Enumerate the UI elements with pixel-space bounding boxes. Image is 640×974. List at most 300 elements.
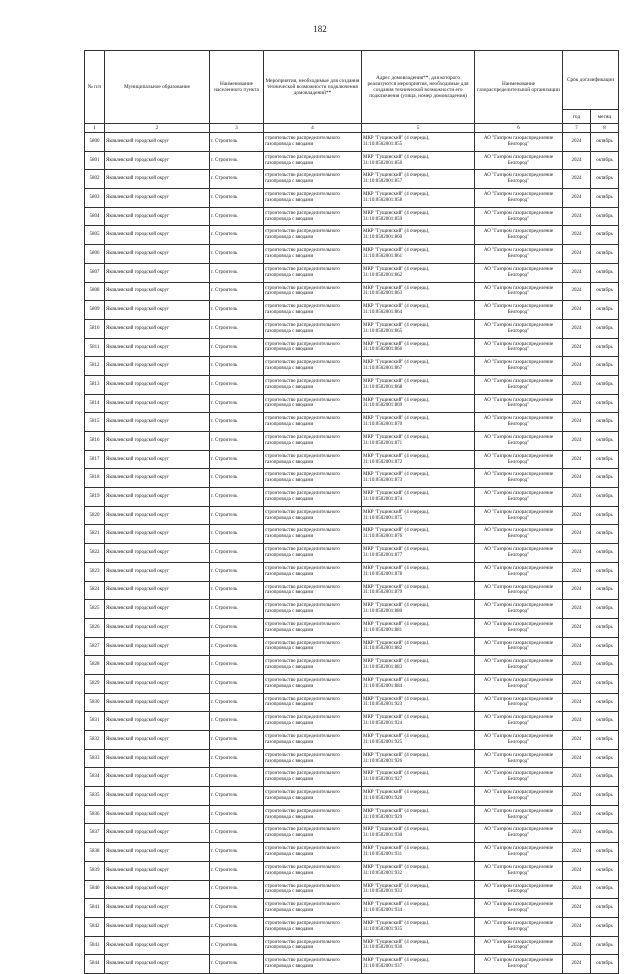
row-organization: АО "Газпром газораспределение Белгород" <box>475 674 563 693</box>
address-line: МКР "Гущинский" (4 очередь), <box>363 285 430 291</box>
row-activity: строительство распределительного газопровода с вводами <box>264 656 362 675</box>
cadastral-number: 31:10:0502001:870 <box>363 422 403 428</box>
cadastral-number: 31:10:0502001:926 <box>363 758 403 764</box>
column-number: 3 <box>210 124 264 133</box>
row-locality: г. Строитель <box>210 488 264 507</box>
row-locality: г. Строитель <box>210 861 264 880</box>
row-year: 2024 <box>563 394 591 413</box>
row-organization: АО "Газпром газораспределение Белгород" <box>475 562 563 581</box>
row-locality: г. Строитель <box>210 787 264 806</box>
row-municipality: Яковлевский городской округ <box>105 133 210 152</box>
address-line: МКР "Гущинский" (4 очередь), <box>363 509 430 515</box>
table-row <box>85 899 619 918</box>
row-locality: г. Строитель <box>210 263 264 282</box>
row-organization: АО "Газпром газораспределение Белгород" <box>475 525 563 544</box>
row-number: 5838 <box>85 843 105 862</box>
row-year: 2024 <box>563 899 591 918</box>
row-month: октябрь <box>591 917 619 936</box>
row-municipality: Яковлевский городской округ <box>105 693 210 712</box>
cadastral-number: 31:10:0502001:875 <box>363 515 403 521</box>
row-year: 2024 <box>563 432 591 451</box>
table-row <box>85 357 619 376</box>
table-row <box>85 600 619 619</box>
row-month: октябрь <box>591 450 619 469</box>
cadastral-number: 31:10:0502001:879 <box>363 590 403 596</box>
row-number: 5834 <box>85 768 105 787</box>
row-number: 5828 <box>85 656 105 675</box>
row-number: 5827 <box>85 637 105 656</box>
cadastral-number: 31:10:0502001:880 <box>363 609 403 615</box>
column-number: 1 <box>85 124 105 133</box>
header-num: № п/п <box>85 51 105 124</box>
cadastral-number: 31:10:0502001:860 <box>363 235 403 241</box>
header-term: Срок догазификации <box>563 51 619 110</box>
cadastral-number: 31:10:0502001:859 <box>363 216 403 222</box>
row-year: 2024 <box>563 151 591 170</box>
row-activity: строительство распределительного газопровода с вводами <box>264 207 362 226</box>
column-number: 4 <box>264 124 362 133</box>
cadastral-number: 31:10:0502001:929 <box>363 814 403 820</box>
row-address <box>362 861 475 880</box>
row-number: 5819 <box>85 488 105 507</box>
row-year: 2024 <box>563 189 591 208</box>
row-month: октябрь <box>591 432 619 451</box>
header-month: месяц <box>591 110 619 124</box>
row-locality: г. Строитель <box>210 375 264 394</box>
row-month: октябрь <box>591 525 619 544</box>
row-organization: АО "Газпром газораспределение Белгород" <box>475 618 563 637</box>
row-month: октябрь <box>591 301 619 320</box>
address-line: МКР "Гущинский" (4 очередь), <box>363 435 430 441</box>
row-year: 2024 <box>563 319 591 338</box>
cadastral-number: 31:10:0502001:864 <box>363 310 403 316</box>
row-address <box>362 151 475 170</box>
table-row <box>85 189 619 208</box>
row-address <box>362 917 475 936</box>
address-line: МКР "Гущинский" (4 очередь), <box>363 491 430 497</box>
row-number: 5823 <box>85 562 105 581</box>
row-locality: г. Строитель <box>210 917 264 936</box>
row-address <box>362 525 475 544</box>
row-month: октябрь <box>591 207 619 226</box>
row-number: 5833 <box>85 749 105 768</box>
row-address <box>362 824 475 843</box>
row-number: 5841 <box>85 899 105 918</box>
row-address <box>362 263 475 282</box>
row-locality: г. Строитель <box>210 637 264 656</box>
row-month: октябрь <box>591 263 619 282</box>
row-activity: строительство распределительного газопровода с вводами <box>264 226 362 245</box>
table-row <box>85 226 619 245</box>
table-row <box>85 469 619 488</box>
row-municipality: Яковлевский городской округ <box>105 674 210 693</box>
row-year: 2024 <box>563 936 591 955</box>
row-activity: строительство распределительного газопровода с вводами <box>264 319 362 338</box>
row-year: 2024 <box>563 805 591 824</box>
cadastral-number: 31:10:0502001:878 <box>363 571 403 577</box>
column-number: 5 <box>362 124 475 133</box>
row-month: октябрь <box>591 787 619 806</box>
address-line: МКР "Гущинский" (4 очередь), <box>363 248 430 254</box>
row-number: 5805 <box>85 226 105 245</box>
row-municipality: Яковлевский городской округ <box>105 656 210 675</box>
row-municipality: Яковлевский городской округ <box>105 226 210 245</box>
row-locality: г. Строитель <box>210 805 264 824</box>
cadastral-number: 31:10:0502001:876 <box>363 534 403 540</box>
row-year: 2024 <box>563 712 591 731</box>
cadastral-number: 31:10:0502001:935 <box>363 926 403 932</box>
table-row <box>85 562 619 581</box>
row-month: октябрь <box>591 861 619 880</box>
row-locality: г. Строитель <box>210 133 264 152</box>
row-activity: строительство распределительного газопровода с вводами <box>264 338 362 357</box>
column-number: 2 <box>105 124 210 133</box>
row-municipality: Яковлевский городской округ <box>105 787 210 806</box>
row-organization: АО "Газпром газораспределение Белгород" <box>475 394 563 413</box>
row-municipality: Яковлевский городской округ <box>105 600 210 619</box>
row-municipality: Яковлевский городской округ <box>105 189 210 208</box>
row-year: 2024 <box>563 413 591 432</box>
row-municipality: Яковлевский городской округ <box>105 637 210 656</box>
row-address <box>362 936 475 955</box>
row-organization: АО "Газпром газораспределение Белгород" <box>475 581 563 600</box>
cadastral-number: 31:10:0502001:877 <box>363 552 403 558</box>
row-year: 2024 <box>563 562 591 581</box>
row-month: октябрь <box>591 189 619 208</box>
row-locality: г. Строитель <box>210 749 264 768</box>
row-year: 2024 <box>563 133 591 152</box>
row-municipality: Яковлевский городской округ <box>105 338 210 357</box>
table-row <box>85 618 619 637</box>
row-year: 2024 <box>563 955 591 974</box>
row-address <box>362 843 475 862</box>
row-address <box>362 432 475 451</box>
row-address <box>362 955 475 974</box>
row-address <box>362 301 475 320</box>
row-activity: строительство распределительного газопровода с вводами <box>264 917 362 936</box>
row-month: октябрь <box>591 375 619 394</box>
row-year: 2024 <box>563 226 591 245</box>
row-organization: АО "Газпром газораспределение Белгород" <box>475 469 563 488</box>
row-activity: строительство распределительного газопровода с вводами <box>264 151 362 170</box>
row-organization: АО "Газпром газораспределение Белгород" <box>475 357 563 376</box>
row-locality: г. Строитель <box>210 731 264 750</box>
cadastral-number: 31:10:0502001:869 <box>363 403 403 409</box>
cadastral-number: 31:10:0502001:871 <box>363 440 403 446</box>
row-locality: г. Строитель <box>210 413 264 432</box>
row-activity: строительство распределительного газопровода с вводами <box>264 712 362 731</box>
row-locality: г. Строитель <box>210 880 264 899</box>
row-activity: строительство распределительного газопровода с вводами <box>264 562 362 581</box>
row-address <box>362 693 475 712</box>
row-year: 2024 <box>563 338 591 357</box>
row-organization: АО "Газпром газораспределение Белгород" <box>475 301 563 320</box>
row-number: 5807 <box>85 263 105 282</box>
row-municipality: Яковлевский городской округ <box>105 151 210 170</box>
row-month: октябрь <box>591 413 619 432</box>
row-address <box>362 226 475 245</box>
address-line: МКР "Гущинский" (4 очередь), <box>363 846 430 852</box>
table-row <box>85 731 619 750</box>
row-organization: АО "Газпром газораспределение Белгород" <box>475 319 563 338</box>
row-number: 5826 <box>85 618 105 637</box>
table-row <box>85 488 619 507</box>
row-organization: АО "Газпром газораспределение Белгород" <box>475 917 563 936</box>
row-municipality: Яковлевский городской округ <box>105 488 210 507</box>
cadastral-number: 31:10:0502001:928 <box>363 795 403 801</box>
row-activity: строительство распределительного газопровода с вводами <box>264 469 362 488</box>
row-number: 5810 <box>85 319 105 338</box>
row-year: 2024 <box>563 581 591 600</box>
row-municipality: Яковлевский городской округ <box>105 731 210 750</box>
row-address <box>362 338 475 357</box>
row-locality: г. Строитель <box>210 189 264 208</box>
row-address <box>362 170 475 189</box>
row-organization: АО "Газпром газораспределение Белгород" <box>475 712 563 731</box>
row-organization: АО "Газпром газораспределение Белгород" <box>475 843 563 862</box>
row-number: 5806 <box>85 245 105 264</box>
cadastral-number: 31:10:0502001:855 <box>363 141 403 147</box>
row-locality: г. Строитель <box>210 618 264 637</box>
row-locality: г. Строитель <box>210 394 264 413</box>
row-number: 5822 <box>85 544 105 563</box>
column-number: 6 <box>475 124 563 133</box>
row-address <box>362 637 475 656</box>
row-municipality: Яковлевский городской округ <box>105 301 210 320</box>
row-activity: строительство распределительного газопровода с вводами <box>264 955 362 974</box>
row-address <box>362 618 475 637</box>
row-number: 5814 <box>85 394 105 413</box>
row-number: 5811 <box>85 338 105 357</box>
row-activity: строительство распределительного газопровода с вводами <box>264 488 362 507</box>
row-year: 2024 <box>563 357 591 376</box>
address-line: МКР "Гущинский" (4 очередь), <box>363 472 430 478</box>
address-line: МКР "Гущинский" (4 очередь), <box>363 528 430 534</box>
header-municipality: Муниципальное образование <box>105 51 210 124</box>
row-number: 5809 <box>85 301 105 320</box>
address-line: МКР "Гущинский" (4 очередь), <box>363 547 430 553</box>
row-organization: АО "Газпром газораспределение Белгород" <box>475 263 563 282</box>
row-organization: АО "Газпром газораспределение Белгород" <box>475 170 563 189</box>
row-activity: строительство распределительного газопровода с вводами <box>264 413 362 432</box>
row-month: октябрь <box>591 581 619 600</box>
table-row <box>85 245 619 264</box>
row-activity: строительство распределительного газопровода с вводами <box>264 432 362 451</box>
table-row <box>85 768 619 787</box>
row-organization: АО "Газпром газораспределение Белгород" <box>475 768 563 787</box>
row-address <box>362 562 475 581</box>
row-organization: АО "Газпром газораспределение Белгород" <box>475 637 563 656</box>
address-line: МКР "Гущинский" (4 очередь), <box>363 565 430 571</box>
table-row <box>85 133 619 152</box>
address-line: МКР "Гущинский" (4 очередь), <box>363 154 430 160</box>
row-municipality: Яковлевский городской округ <box>105 506 210 525</box>
row-locality: г. Строитель <box>210 824 264 843</box>
row-address <box>362 207 475 226</box>
table-row <box>85 917 619 936</box>
row-activity: строительство распределительного газопровода с вводами <box>264 843 362 862</box>
row-year: 2024 <box>563 656 591 675</box>
row-organization: АО "Газпром газораспределение Белгород" <box>475 245 563 264</box>
row-number: 5808 <box>85 282 105 301</box>
address-line: МКР "Гущинский" (4 очередь), <box>363 136 430 142</box>
row-locality: г. Строитель <box>210 226 264 245</box>
row-address <box>362 731 475 750</box>
row-locality: г. Строитель <box>210 544 264 563</box>
row-year: 2024 <box>563 263 591 282</box>
row-locality: г. Строитель <box>210 338 264 357</box>
table-row <box>85 282 619 301</box>
row-municipality: Яковлевский городской округ <box>105 394 210 413</box>
header-organization: Наименование газораспределительной организации <box>475 51 563 124</box>
row-locality: г. Строитель <box>210 768 264 787</box>
cadastral-number: 31:10:0502001:857 <box>363 179 403 185</box>
row-municipality: Яковлевский городской округ <box>105 955 210 974</box>
row-month: октябрь <box>591 693 619 712</box>
row-address <box>362 245 475 264</box>
address-line: МКР "Гущинский" (4 очередь), <box>363 603 430 609</box>
row-organization: АО "Газпром газораспределение Белгород" <box>475 151 563 170</box>
row-address <box>362 749 475 768</box>
row-month: октябрь <box>591 656 619 675</box>
row-year: 2024 <box>563 618 591 637</box>
row-address <box>362 488 475 507</box>
row-activity: строительство распределительного газопровода с вводами <box>264 282 362 301</box>
row-locality: г. Строитель <box>210 525 264 544</box>
address-line: МКР "Гущинский" (4 очередь), <box>363 210 430 216</box>
table-row <box>85 544 619 563</box>
table-row <box>85 805 619 824</box>
row-organization: АО "Газпром газораспределение Белгород" <box>475 375 563 394</box>
row-organization: АО "Газпром газораспределение Белгород" <box>475 936 563 955</box>
cadastral-number: 31:10:0502001:925 <box>363 739 403 745</box>
row-municipality: Яковлевский городской округ <box>105 880 210 899</box>
row-municipality: Яковлевский городской округ <box>105 375 210 394</box>
row-address <box>362 600 475 619</box>
row-activity: строительство распределительного газопровода с вводами <box>264 618 362 637</box>
row-municipality: Яковлевский городской округ <box>105 843 210 862</box>
row-municipality: Яковлевский городской округ <box>105 450 210 469</box>
row-month: октябрь <box>591 674 619 693</box>
row-municipality: Яковлевский городской округ <box>105 525 210 544</box>
table-row <box>85 301 619 320</box>
row-locality: г. Строитель <box>210 282 264 301</box>
header-locality: Наименование населенного пункта <box>210 51 264 124</box>
column-number: 8 <box>591 124 619 133</box>
row-address <box>362 375 475 394</box>
row-year: 2024 <box>563 731 591 750</box>
table-row <box>85 170 619 189</box>
row-locality: г. Строитель <box>210 151 264 170</box>
row-number: 5825 <box>85 600 105 619</box>
row-year: 2024 <box>563 469 591 488</box>
address-line: МКР "Гущинский" (4 очередь), <box>363 808 430 814</box>
row-number: 5830 <box>85 693 105 712</box>
row-municipality: Яковлевский городской округ <box>105 413 210 432</box>
cadastral-number: 31:10:0502001:866 <box>363 347 403 353</box>
row-year: 2024 <box>563 488 591 507</box>
row-locality: г. Строитель <box>210 506 264 525</box>
row-number: 5804 <box>85 207 105 226</box>
row-municipality: Яковлевский городской округ <box>105 319 210 338</box>
row-number: 5821 <box>85 525 105 544</box>
address-line: МКР "Гущинский" (4 очередь), <box>363 192 430 198</box>
page-number: 182 <box>313 24 327 34</box>
column-number: 7 <box>563 124 591 133</box>
table-row <box>85 319 619 338</box>
row-month: октябрь <box>591 226 619 245</box>
cadastral-number: 31:10:0502001:858 <box>363 197 403 203</box>
row-activity: строительство распределительного газопровода с вводами <box>264 170 362 189</box>
address-line: МКР "Гущинский" (4 очередь), <box>363 360 430 366</box>
row-address <box>362 413 475 432</box>
table-row <box>85 637 619 656</box>
row-activity: строительство распределительного газопровода с вводами <box>264 674 362 693</box>
row-number: 5831 <box>85 712 105 731</box>
row-year: 2024 <box>563 600 591 619</box>
row-year: 2024 <box>563 787 591 806</box>
table-row <box>85 712 619 731</box>
row-organization: АО "Газпром газораспределение Белгород" <box>475 226 563 245</box>
row-organization: АО "Газпром газораспределение Белгород" <box>475 824 563 843</box>
row-organization: АО "Газпром газораспределение Белгород" <box>475 749 563 768</box>
row-month: октябрь <box>591 768 619 787</box>
row-address <box>362 282 475 301</box>
row-activity: строительство распределительного газопровода с вводами <box>264 189 362 208</box>
row-number: 5837 <box>85 824 105 843</box>
cadastral-number: 31:10:0502001:872 <box>363 459 403 465</box>
table-body <box>85 133 619 974</box>
row-number: 5835 <box>85 787 105 806</box>
row-month: октябрь <box>591 170 619 189</box>
table-row <box>85 674 619 693</box>
cadastral-number: 31:10:0502001:923 <box>363 702 403 708</box>
cadastral-number: 31:10:0502001:865 <box>363 328 403 334</box>
row-locality: г. Строитель <box>210 207 264 226</box>
row-month: октябрь <box>591 506 619 525</box>
cadastral-number: 31:10:0502001:924 <box>363 721 403 727</box>
cadastral-number: 31:10:0502001:874 <box>363 496 403 502</box>
row-year: 2024 <box>563 170 591 189</box>
row-municipality: Яковлевский городской округ <box>105 805 210 824</box>
row-number: 5802 <box>85 170 105 189</box>
row-month: октябрь <box>591 133 619 152</box>
row-number: 5839 <box>85 861 105 880</box>
row-organization: АО "Газпром газораспределение Белгород" <box>475 488 563 507</box>
row-organization: АО "Газпром газораспределение Белгород" <box>475 899 563 918</box>
table-row <box>85 375 619 394</box>
row-year: 2024 <box>563 207 591 226</box>
address-line: МКР "Гущинский" (4 очередь), <box>363 958 430 964</box>
row-organization: АО "Газпром газораспределение Белгород" <box>475 506 563 525</box>
row-municipality: Яковлевский городской округ <box>105 263 210 282</box>
row-address <box>362 394 475 413</box>
row-municipality: Яковлевский городской округ <box>105 899 210 918</box>
row-number: 5842 <box>85 917 105 936</box>
row-activity: строительство распределительного газопровода с вводами <box>264 544 362 563</box>
row-number: 5812 <box>85 357 105 376</box>
row-municipality: Яковлевский городской округ <box>105 712 210 731</box>
row-month: октябрь <box>591 394 619 413</box>
table-row <box>85 824 619 843</box>
row-month: октябрь <box>591 824 619 843</box>
row-year: 2024 <box>563 843 591 862</box>
row-number: 5836 <box>85 805 105 824</box>
header-year: год <box>563 110 591 124</box>
cadastral-number: 31:10:0502001:934 <box>363 908 403 914</box>
row-number: 5840 <box>85 880 105 899</box>
row-number: 5820 <box>85 506 105 525</box>
